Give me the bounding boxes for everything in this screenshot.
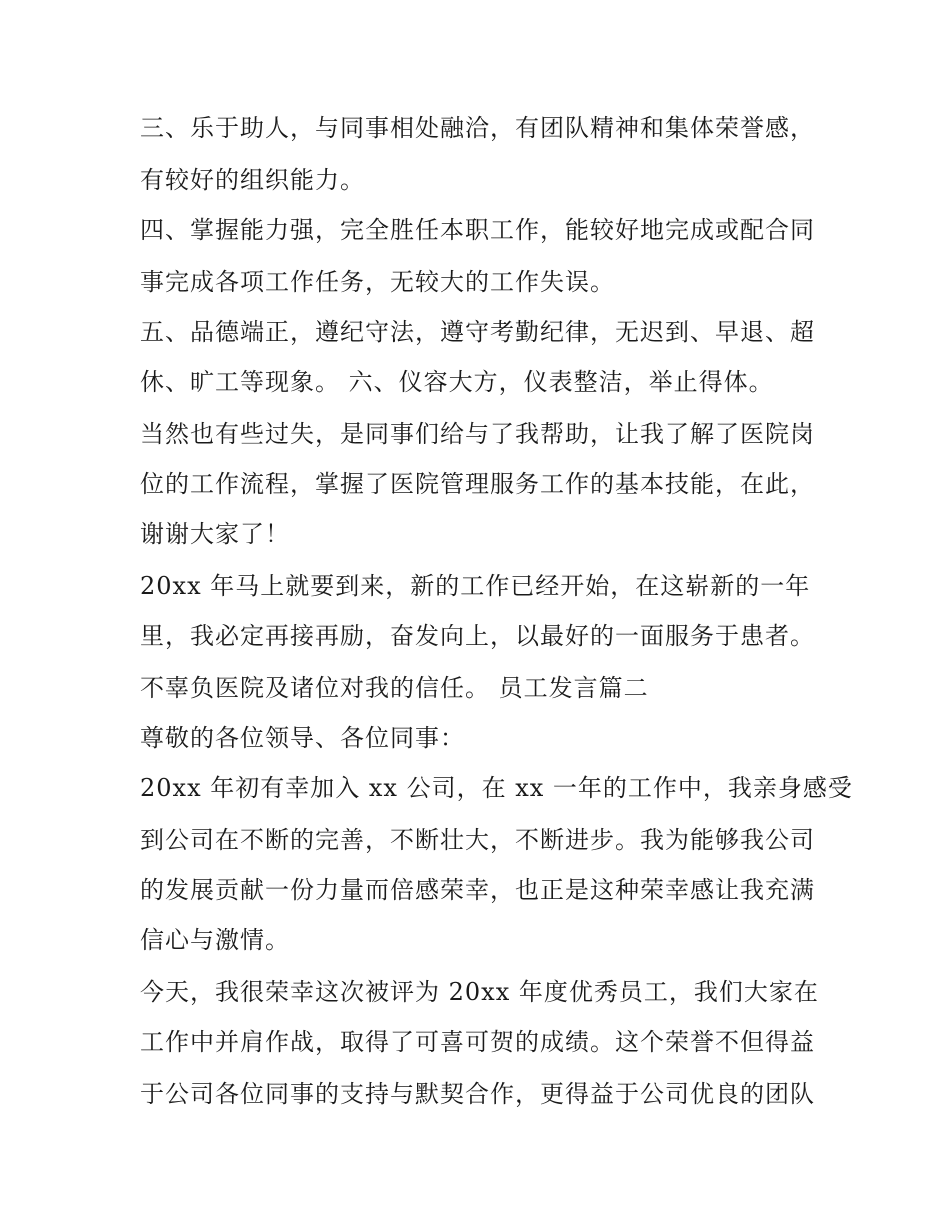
text-line: 五、品德端正，遵纪守法，遵守考勤纪律，无迟到、早退、超 <box>140 318 815 346</box>
text-line: 20xx 年马上就要到来，新的工作已经开始，在这崭新的一年 <box>140 572 811 600</box>
text-line: 尊敬的各位领导、各位同事： <box>140 724 465 752</box>
text-line: 信心与激情。 <box>140 926 290 954</box>
text-line: 里，我必定再接再励，奋发向上，以最好的一面服务于患者。 <box>140 622 815 650</box>
text-line: 位的工作流程，掌握了医院管理服务工作的基本技能，在此， <box>140 470 815 498</box>
text-line: 工作中并肩作战，取得了可喜可贺的成绩。这个荣誉不但得益 <box>140 1028 815 1056</box>
text-line: 20xx 年初有幸加入 xx 公司，在 xx 一年的工作中，我亲身感受 <box>140 774 853 802</box>
text-line: 休、旷工等现象。 六、仪容大方，仪表整洁，举止得体。 <box>140 368 774 396</box>
text-line: 谢谢大家了！ <box>140 520 290 548</box>
text-line: 三、乐于助人，与同事相处融洽，有团队精神和集体荣誉感， <box>140 114 815 142</box>
text-line: 于公司各位同事的支持与默契合作，更得益于公司优良的团队 <box>140 1080 815 1108</box>
text-line: 到公司在不断的完善，不断壮大，不断进步。我为能够我公司 <box>140 826 815 854</box>
text-line: 不辜负医院及诸位对我的信任。 员工发言篇二 <box>140 674 649 702</box>
text-line: 四、掌握能力强，完全胜任本职工作，能较好地完成或配合同 <box>140 216 815 244</box>
text-line: 今天，我很荣幸这次被评为 20xx 年度优秀员工，我们大家在 <box>140 978 819 1006</box>
text-line: 当然也有些过失，是同事们给与了我帮助，让我了解了医院岗 <box>140 420 815 448</box>
text-line: 的发展贡献一份力量而倍感荣幸，也正是这种荣幸感让我充满 <box>140 876 815 904</box>
text-line: 事完成各项工作任务，无较大的工作失误。 <box>140 268 615 296</box>
text-line: 有较好的组织能力。 <box>140 166 365 194</box>
